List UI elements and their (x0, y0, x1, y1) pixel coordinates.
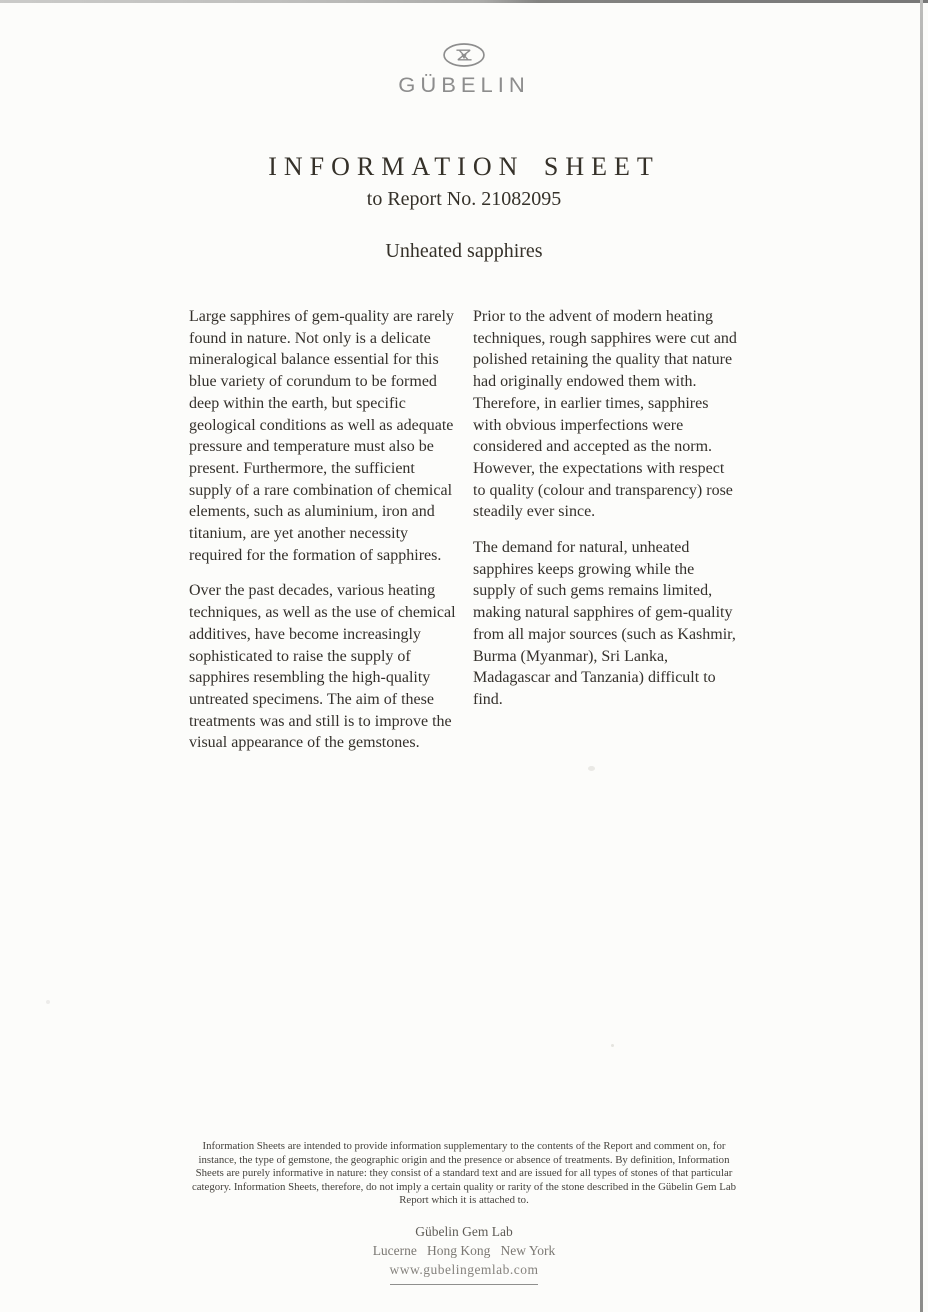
report-number-line: to Report No. 21082095 (366, 188, 562, 210)
subject-heading: Unheated sapphires (385, 240, 543, 262)
footer-rule (390, 1284, 538, 1285)
footer-lab-name: Gübelin Gem Lab (415, 1224, 513, 1239)
scan-speck (611, 1044, 614, 1047)
title-block (0, 152, 928, 211)
paragraph: Large sapphires of gem-quality are rarely found in nature. Not only is a delicate mineralogical balance essential for this blue variety of corundum to be formed deep within the earth, but specific geological conditions as well as adequate pressure and temperature must also be present. Furthermore, the sufficient supply of a rare combination of chemical elements, such as aluminium, iron and titanium, are yet another necessity required for the formation of sapphires. (189, 308, 454, 564)
right-column (473, 306, 740, 768)
body-columns (189, 306, 741, 768)
scan-edge-top-artifact (0, 0, 928, 3)
page-title: INFORMATION SHEET (268, 152, 660, 181)
brand-wordmark: GÜBELIN (398, 72, 530, 97)
brand-header (0, 42, 928, 98)
paragraph: The demand for natural, unheated sapphires keeps growing while the supply of such gems remains limited, making natural sapphires of gem-quality from all major sources (such as Kashmir, Burma (Myanmar), Sri Lanka, Madagascar and Tanzania) difficult to find. (473, 539, 736, 708)
gubelin-hourglass-emblem-icon (442, 42, 486, 68)
page-footer (0, 1222, 928, 1285)
footer-website: www.gubelingemlab.com (389, 1262, 539, 1277)
left-column (189, 306, 456, 768)
footer-locations: Lucerne Hong Kong New York (372, 1243, 556, 1258)
disclaimer-text: Information Sheets are intended to provide information supplementary to the contents of the Report and comment on, for instance, the type of gemstone, the geographic origin and the presence or absence of treatments. By definition, Information Sheets are purely informative in nature: they consist of a standard text and are issued for all types of stones of that particular category. Information Sheets, therefore, do not imply a certain quality or rarity of the stone described in the Gübelin Gem Lab Report which it is attached to. (191, 1140, 737, 1207)
paragraph: Over the past decades, various heating techniques, as well as the use of chemical additives, have become increasingly sophisticated to raise the supply of sapphires resembling the high-quality untreated specimens. The aim of these treatments was and still is to improve the visual appearance of the gemstones. (189, 582, 456, 752)
paragraph: Prior to the advent of modern heating techniques, rough sapphires were cut and polished retaining the quality that nature had originally endowed them with. Therefore, in earlier times, sapphires with obvious imperfections were considered and accepted as the norm. However, the expectations with respect to quality (colour and transparency) rose steadily ever since. (473, 308, 737, 521)
scan-speck (46, 1000, 50, 1004)
